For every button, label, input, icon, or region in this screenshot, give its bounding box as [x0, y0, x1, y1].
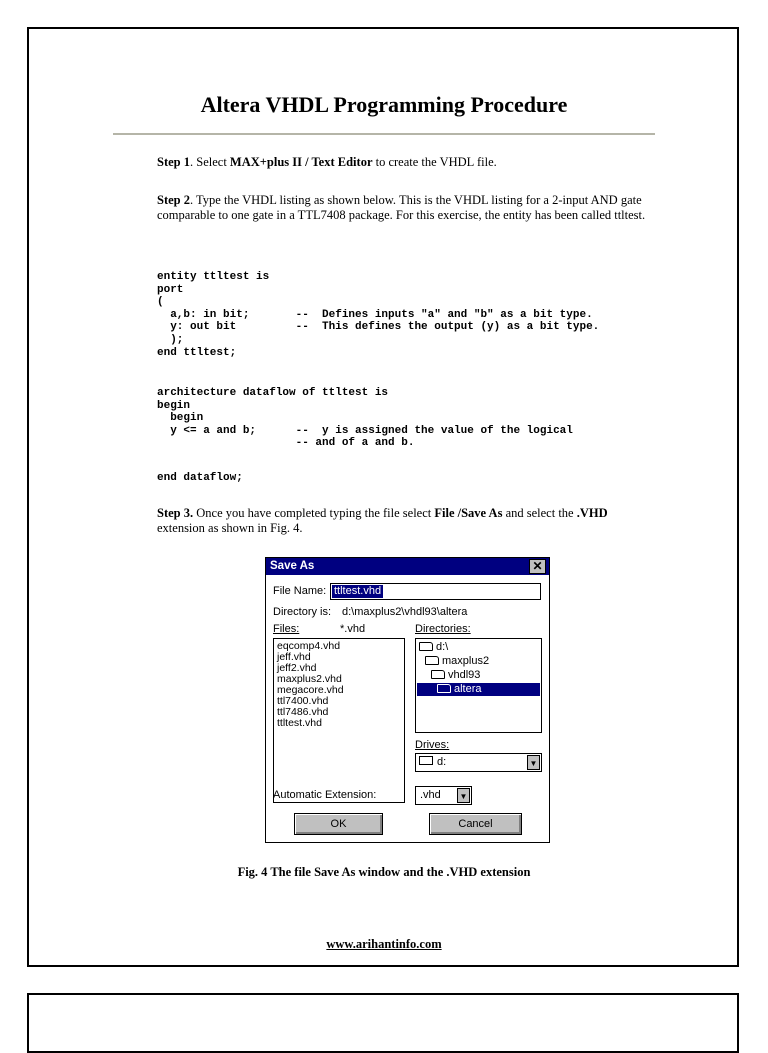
- directories-listbox[interactable]: [415, 638, 542, 733]
- directory-item-vhdl93[interactable]: vhdl93: [431, 669, 480, 682]
- automatic-extension-label: Automatic Extension:: [273, 789, 377, 801]
- file-name-input[interactable]: [330, 583, 541, 600]
- extension-select[interactable]: [415, 786, 472, 805]
- step-3-paragraph: [157, 506, 657, 536]
- step-1-menu-path: MAX+plus II / Text Editor: [229, 155, 373, 169]
- step-3-extension: .VHD: [576, 506, 608, 520]
- dialog-titlebar: [266, 558, 549, 575]
- open-folder-icon: [425, 656, 439, 665]
- files-label: Files:: [273, 623, 300, 635]
- drives-select[interactable]: [415, 753, 542, 772]
- step-2-text: . Type the VHDL listing as shown below. This is the VHDL listing for a 2-input AND gate comparable to one gate in a TTL7408 package. For this exercise, the entity has been called ttltest.: [157, 193, 646, 222]
- directory-label: Directory is:: [273, 606, 332, 618]
- step-1-paragraph: [157, 155, 657, 170]
- drive-value: d:: [437, 756, 447, 768]
- next-page-border: [27, 993, 739, 1053]
- step-2-paragraph: [157, 193, 657, 223]
- file-name-label: File Name:: [273, 585, 327, 597]
- step-2-label: Step 2: [157, 193, 190, 207]
- files-listbox[interactable]: [273, 638, 405, 803]
- files-filter: *.vhd: [340, 623, 366, 635]
- file-item[interactable]: ttl7486.vhd: [277, 706, 329, 718]
- extension-value: .vhd: [420, 789, 441, 801]
- vhdl-entity-listing: entity ttltest is port ( a,b: in bit; -- Defines inputs "a" and "b" as a bit type. y: out bit -- This defines the output (y) as a bit type. ); end ttltest;: [157, 271, 600, 359]
- drives-label: Drives:: [415, 739, 450, 751]
- step-3-text-b: and select the: [502, 506, 577, 520]
- title-divider: [113, 133, 655, 135]
- chevron-down-icon[interactable]: ▼: [527, 755, 540, 770]
- step-3-menu-path: File /Save As: [434, 506, 503, 520]
- directory-item-altera[interactable]: altera: [417, 683, 540, 696]
- file-item[interactable]: jeff.vhd: [277, 651, 311, 663]
- step-1-label: Step 1: [157, 155, 190, 169]
- cancel-button[interactable]: Cancel: [429, 813, 522, 835]
- step-3-text-a: Once you have completed typing the file select: [193, 506, 435, 520]
- step-3-text-c: extension as shown in Fig. 4.: [157, 521, 303, 535]
- file-item[interactable]: ttltest.vhd: [277, 717, 322, 729]
- directories-label: Directories:: [415, 623, 471, 635]
- step-1-text-a: . Select: [190, 155, 230, 169]
- file-item[interactable]: ttl7400.vhd: [277, 695, 329, 707]
- save-as-dialog: [265, 557, 550, 843]
- step-3-label: Step 3.: [157, 506, 194, 520]
- vhdl-end-listing: end dataflow;: [157, 472, 243, 484]
- close-icon[interactable]: ✕: [529, 559, 546, 574]
- directory-item-root[interactable]: d:\: [419, 641, 448, 654]
- page-title: Altera VHDL Programming Procedure: [200, 92, 568, 117]
- directory-value: d:\maxplus2\vhdl93\altera: [342, 606, 468, 618]
- directory-item-maxplus2[interactable]: maxplus2: [425, 655, 489, 668]
- open-folder-icon: [437, 684, 451, 693]
- ok-button[interactable]: OK: [294, 813, 383, 835]
- open-folder-icon: [419, 642, 433, 651]
- figure-caption: Fig. 4 The file Save As window and the .VHD extension: [237, 865, 531, 879]
- footer-link[interactable]: www.arihantinfo.com: [326, 937, 442, 951]
- dialog-title: Save As: [270, 560, 315, 572]
- file-item[interactable]: megacore.vhd: [277, 684, 344, 696]
- open-folder-icon: [431, 670, 445, 679]
- file-item[interactable]: jeff2.vhd: [277, 662, 317, 674]
- vhdl-architecture-listing: architecture dataflow of ttltest is begin begin y <= a and b; -- y is assigned the value of the logical -- and of a and b.: [157, 387, 573, 450]
- chevron-down-icon[interactable]: ▼: [457, 788, 470, 803]
- file-name-value: ttltest.vhd: [334, 585, 382, 597]
- step-1-text-b: to create the VHDL file.: [372, 155, 497, 169]
- drive-icon: [419, 756, 433, 765]
- file-item[interactable]: eqcomp4.vhd: [277, 640, 341, 652]
- file-item[interactable]: maxplus2.vhd: [277, 673, 342, 685]
